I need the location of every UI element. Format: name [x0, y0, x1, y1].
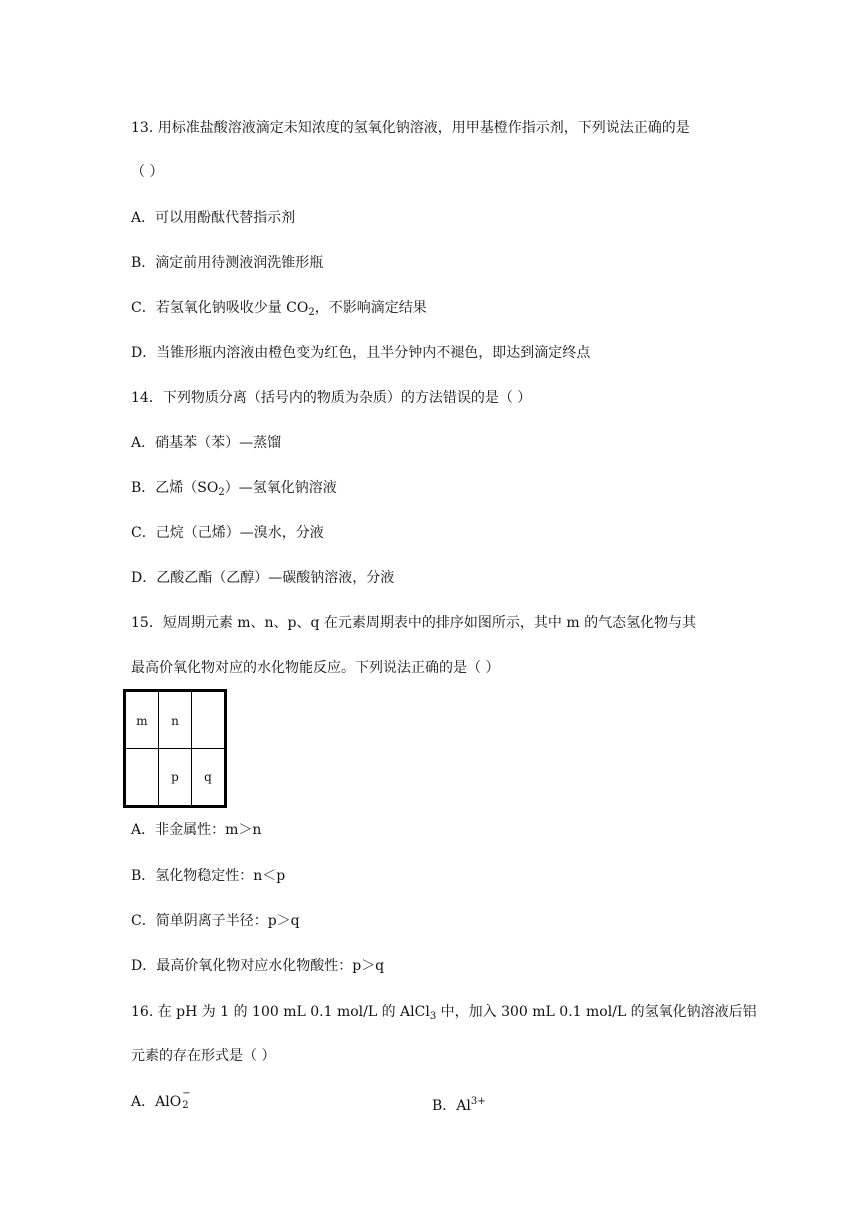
q16-option-a-label: A． [131, 1094, 156, 1110]
q13-option-b: B．滴定前用待测液润洗锥形瓶 [131, 255, 324, 271]
table-cell-m: m [125, 691, 159, 749]
table-cell-n: n [159, 691, 192, 749]
q15-stem-line2: 最高价氧化物对应的水化物能反应。下列说法正确的是（ ） [131, 660, 500, 676]
q14-option-b-subscript: 2 [218, 487, 225, 498]
q16-stem-line2: 元素的存在形式是（ ） [131, 1048, 276, 1064]
q16-option-b-formula: Al [456, 1098, 471, 1114]
q16-option-a-charge [181, 1088, 191, 1112]
q16-stem-text-after: 中，加入 300 mL 0.1 mol/L 的氢氧化钠溶液后铝 [436, 1004, 757, 1020]
q13-stem-line1: 13. 用标准盐酸溶液滴定未知浓度的氢氧化钠溶液，用甲基橙作指示剂，下列说法正确的是 [131, 120, 690, 136]
q14-option-a: A．硝基苯（苯）—蒸馏 [131, 435, 282, 451]
q16-option-a-formula: AlO [155, 1094, 182, 1110]
q16-option-a [131, 1088, 191, 1112]
table-cell-empty [125, 749, 159, 807]
table-row [125, 749, 226, 807]
q14-stem: 14．下列物质分离（括号内的物质为杂质）的方法错误的是（ ） [131, 390, 532, 406]
q13-option-c-text: C．若氢氧化钠吸收少量 CO [131, 300, 309, 316]
q13-option-a: A．可以用酚酞代替指示剂 [131, 210, 296, 226]
q16-option-a-superscript: − [182, 1088, 191, 1099]
q15-option-a: A．非金属性：m＞n [131, 822, 262, 838]
table-cell-q: q [192, 749, 226, 807]
q13-option-c-text-after: ，不影响滴定结果 [314, 300, 427, 316]
q16-option-b [432, 1092, 486, 1116]
q16-stem-line1 [131, 1002, 757, 1027]
q16-option-a-subscript: 2 [182, 1100, 189, 1111]
q15-option-c: C．简单阴离子半径：p＞q [131, 913, 300, 929]
table-row [125, 691, 226, 749]
table-cell-empty [192, 691, 226, 749]
q14-option-d: D．乙酸乙酯（乙醇）—碳酸钠溶液，分液 [131, 570, 395, 586]
q13-option-c [131, 298, 427, 323]
q14-option-c: C．己烷（己烯）—溴水，分液 [131, 525, 324, 541]
q13-stem-line2: （ ） [131, 164, 164, 180]
q14-option-b [131, 478, 337, 503]
q15-option-b: B．氢化物稳定性：n＜p [131, 868, 286, 884]
q16-option-b-superscript: 3+ [470, 1096, 486, 1107]
q15-option-d: D．最高价氧化物对应水化物酸性：p＞q [131, 958, 385, 974]
q13-option-d: D．当锥形瓶内溶液由橙色变为红色，且半分钟内不褪色，即达到滴定终点 [131, 345, 591, 361]
q15-stem-line1: 15．短周期元素 m、n、p、q 在元素周期表中的排序如图所示，其中 m 的气态氢化物与其 [131, 615, 697, 631]
q14-option-b-text: B．乙烯（SO [131, 480, 219, 496]
table-cell-p: p [159, 749, 192, 807]
q16-stem-subscript: 3 [429, 1011, 437, 1022]
q13-option-c-subscript: 2 [308, 307, 315, 318]
q14-option-b-text-after: ）—氢氧化钠溶液 [224, 480, 337, 496]
q16-option-b-label: B． [432, 1098, 457, 1114]
periodic-table-figure [123, 689, 227, 808]
q16-stem-text: 16. 在 pH 为 1 的 100 mL 0.1 mol/L 的 AlCl [131, 1004, 430, 1020]
